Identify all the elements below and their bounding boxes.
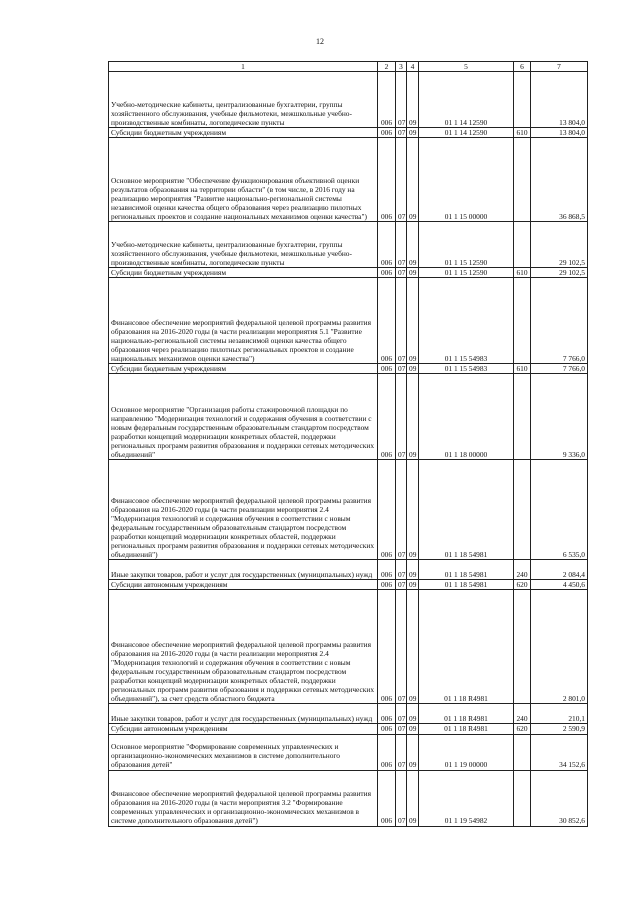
code-section-cell: 07 (396, 278, 407, 364)
table-row (109, 770, 588, 826)
code-section-cell: 07 (396, 138, 407, 222)
code-expense-type-cell: 610 (514, 364, 531, 374)
header-cell-7: 7 (531, 62, 588, 72)
amount-cell: 29 102,5 (531, 222, 588, 268)
code-section-cell: 07 (396, 72, 407, 128)
code-expense-type-cell: 620 (514, 724, 531, 734)
amount-cell: 210,1 (531, 704, 588, 724)
code-subsection-cell: 09 (407, 734, 419, 770)
item-name-cell: Финансовое обеспечение мероприятий федеральной целевой программы развития образования на 2016-2020 годы (в части реализации мероприятия 5.1 "Развитие национально-региональной системы независимой оценки качества общего образования через реализацию пилотных региональных проектов и создание национальных механизмов оценки качества") (109, 278, 378, 364)
amount-cell: 29 102,5 (531, 268, 588, 278)
header-cell-1: 1 (109, 62, 378, 72)
amount-cell: 2 590,9 (531, 724, 588, 734)
code-expense-type-cell: 610 (514, 268, 531, 278)
code-target-article-cell: 01 1 18 54981 (419, 560, 514, 580)
item-name-cell: Иные закупки товаров, работ и услуг для государственных (муниципальных) нужд (109, 704, 378, 724)
code-section-cell: 07 (396, 268, 407, 278)
item-name-cell: Иные закупки товаров, работ и услуг для государственных (муниципальных) нужд (109, 560, 378, 580)
code-subsection-cell: 09 (407, 138, 419, 222)
amount-cell: 13 804,0 (531, 72, 588, 128)
item-name-cell: Финансовое обеспечение мероприятий федеральной целевой программы развития образования на 2016-2020 годы (в части реализации мероприятия 2.4 "Модернизация технологий и содержания обучения в соответствии с новым федеральным государственным образовательным стандартом посредством разработки концепций модернизации конкретных областей, поддержки региональных программ развития образования и поддержки сетевых методических объединений"), за счет средств областного бюджета (109, 590, 378, 704)
code-target-article-cell: 01 1 15 00000 (419, 138, 514, 222)
code-ministry-cell: 006 (378, 560, 396, 580)
item-name-cell: Учебно-методические кабинеты, централизованные бухгалтерии, группы хозяйственного обслуживания, учебные фильмотеки, межшкольные учебно-производственные комбинаты, логопедические пункты (109, 222, 378, 268)
code-expense-type-cell: 620 (514, 580, 531, 590)
table-row (109, 278, 588, 364)
code-section-cell: 07 (396, 374, 407, 460)
code-ministry-cell: 006 (378, 138, 396, 222)
table-row (109, 580, 588, 590)
code-subsection-cell: 09 (407, 222, 419, 268)
code-target-article-cell: 01 1 15 54983 (419, 364, 514, 374)
amount-cell: 6 535,0 (531, 460, 588, 560)
table-row (109, 724, 588, 734)
table-row (109, 364, 588, 374)
table-row (109, 268, 588, 278)
table-row (109, 560, 588, 580)
code-target-article-cell: 01 1 18 54981 (419, 460, 514, 560)
amount-cell: 30 852,6 (531, 770, 588, 826)
table-row (109, 704, 588, 724)
code-expense-type-cell: 240 (514, 560, 531, 580)
table-header-row (109, 62, 588, 72)
code-section-cell: 07 (396, 560, 407, 580)
code-section-cell: 07 (396, 770, 407, 826)
code-subsection-cell: 09 (407, 590, 419, 704)
code-subsection-cell: 09 (407, 704, 419, 724)
code-target-article-cell: 01 1 14 12590 (419, 72, 514, 128)
code-section-cell: 07 (396, 724, 407, 734)
code-section-cell: 07 (396, 704, 407, 724)
code-subsection-cell: 09 (407, 560, 419, 580)
code-ministry-cell: 006 (378, 734, 396, 770)
code-expense-type-cell (514, 278, 531, 364)
code-section-cell: 07 (396, 580, 407, 590)
code-target-article-cell: 01 1 18 R4981 (419, 724, 514, 734)
code-subsection-cell: 09 (407, 72, 419, 128)
item-name-cell: Основное мероприятие "Формирование современных управленческих и организационно-экономических механизмов в системе дополнительного образования детей" (109, 734, 378, 770)
code-subsection-cell: 09 (407, 724, 419, 734)
code-target-article-cell: 01 1 18 R4981 (419, 704, 514, 724)
item-name-cell: Субсидии бюджетным учреждениям (109, 364, 378, 374)
table-row (109, 590, 588, 704)
table-row (109, 734, 588, 770)
code-section-cell: 07 (396, 128, 407, 138)
item-name-cell: Учебно-методические кабинеты, централизованные бухгалтерии, группы хозяйственного обслуживания, учебные фильмотеки, межшкольные учебно-производственные комбинаты, логопедические пункты (109, 72, 378, 128)
amount-cell: 7 766,0 (531, 364, 588, 374)
code-subsection-cell: 09 (407, 268, 419, 278)
item-name-cell: Основное мероприятие "Обеспечение функционирования объективной оценки результатов образования на территории области" (в том числе, в 2016 году на реализацию мероприятия "Развитие национально-региональной системы независимой оценки качества общего образования через реализацию пилотных региональных проектов и создание национальных механизмов оценки качества") (109, 138, 378, 222)
code-expense-type-cell (514, 222, 531, 268)
table-row (109, 374, 588, 460)
amount-cell: 7 766,0 (531, 278, 588, 364)
table-row (109, 460, 588, 560)
code-expense-type-cell (514, 72, 531, 128)
item-name-cell: Финансовое обеспечение мероприятий федеральной целевой программы развития образования на 2016-2020 годы (в части реализации мероприятия 2.4 "Модернизация технологий и содержания обучения в соответствии с новым федеральным государственным образовательным стандартом посредством разработки концепций модернизации конкретных областей, поддержки региональных программ развития образования и поддержки сетевых методических объединений") (109, 460, 378, 560)
code-target-article-cell: 01 1 19 00000 (419, 734, 514, 770)
code-section-cell: 07 (396, 734, 407, 770)
item-name-cell: Субсидии автономным учреждениям (109, 580, 378, 590)
code-section-cell: 07 (396, 460, 407, 560)
code-ministry-cell: 006 (378, 268, 396, 278)
code-ministry-cell: 006 (378, 128, 396, 138)
code-subsection-cell: 09 (407, 460, 419, 560)
code-expense-type-cell (514, 770, 531, 826)
code-ministry-cell: 006 (378, 770, 396, 826)
header-cell-5: 5 (419, 62, 514, 72)
code-expense-type-cell (514, 460, 531, 560)
code-ministry-cell: 006 (378, 374, 396, 460)
budget-table (108, 61, 588, 827)
code-subsection-cell: 09 (407, 128, 419, 138)
code-subsection-cell: 09 (407, 374, 419, 460)
code-ministry-cell: 006 (378, 460, 396, 560)
code-expense-type-cell (514, 590, 531, 704)
table-row (109, 128, 588, 138)
header-cell-4: 4 (407, 62, 419, 72)
code-subsection-cell: 09 (407, 278, 419, 364)
code-section-cell: 07 (396, 222, 407, 268)
code-ministry-cell: 006 (378, 364, 396, 374)
amount-cell: 36 868,5 (531, 138, 588, 222)
code-ministry-cell: 006 (378, 704, 396, 724)
item-name-cell: Субсидии автономным учреждениям (109, 724, 378, 734)
code-ministry-cell: 006 (378, 580, 396, 590)
code-ministry-cell: 006 (378, 222, 396, 268)
code-expense-type-cell (514, 374, 531, 460)
code-expense-type-cell (514, 734, 531, 770)
amount-cell: 34 152,6 (531, 734, 588, 770)
header-cell-2: 2 (378, 62, 396, 72)
table-row (109, 222, 588, 268)
item-name-cell: Субсидии бюджетным учреждениям (109, 268, 378, 278)
amount-cell: 13 804,0 (531, 128, 588, 138)
code-target-article-cell: 01 1 15 54983 (419, 278, 514, 364)
code-target-article-cell: 01 1 15 12590 (419, 222, 514, 268)
code-ministry-cell: 006 (378, 590, 396, 704)
header-cell-6: 6 (514, 62, 531, 72)
amount-cell: 4 450,6 (531, 580, 588, 590)
code-subsection-cell: 09 (407, 770, 419, 826)
amount-cell: 2 084,4 (531, 560, 588, 580)
amount-cell: 9 336,0 (531, 374, 588, 460)
header-cell-3: 3 (396, 62, 407, 72)
item-name-cell: Основное мероприятие "Организация работы стажировочной площадки по направлению "Модернизация технологий и содержания обучения в соответствии с новым федеральным государственным образовательным стандартом посредством разработки концепций модернизации конкретных областей, поддержки региональных программ развития образования и поддержки сетевых методических объединений" (109, 374, 378, 460)
code-target-article-cell: 01 1 15 12590 (419, 268, 514, 278)
item-name-cell: Субсидии бюджетным учреждениям (109, 128, 378, 138)
table-row (109, 138, 588, 222)
code-target-article-cell: 01 1 18 54981 (419, 580, 514, 590)
code-subsection-cell: 09 (407, 580, 419, 590)
code-ministry-cell: 006 (378, 724, 396, 734)
code-target-article-cell: 01 1 18 R4981 (419, 590, 514, 704)
code-target-article-cell: 01 1 14 12590 (419, 128, 514, 138)
code-target-article-cell: 01 1 18 00000 (419, 374, 514, 460)
page-number: 12 (316, 37, 324, 46)
table-row (109, 72, 588, 128)
code-expense-type-cell: 610 (514, 128, 531, 138)
code-ministry-cell: 006 (378, 72, 396, 128)
code-expense-type-cell (514, 138, 531, 222)
code-section-cell: 07 (396, 590, 407, 704)
amount-cell: 2 801,0 (531, 590, 588, 704)
code-expense-type-cell: 240 (514, 704, 531, 724)
code-target-article-cell: 01 1 19 54982 (419, 770, 514, 826)
code-ministry-cell: 006 (378, 278, 396, 364)
budget-table-body (109, 62, 588, 827)
item-name-cell: Финансовое обеспечение мероприятий федеральной целевой программы развития образования на 2016-2020 годы (в части мероприятия 3.2 "Формирование современных управленческих и организационно-экономических механизмов в системе дополнительного образования детей") (109, 770, 378, 826)
code-subsection-cell: 09 (407, 364, 419, 374)
code-section-cell: 07 (396, 364, 407, 374)
